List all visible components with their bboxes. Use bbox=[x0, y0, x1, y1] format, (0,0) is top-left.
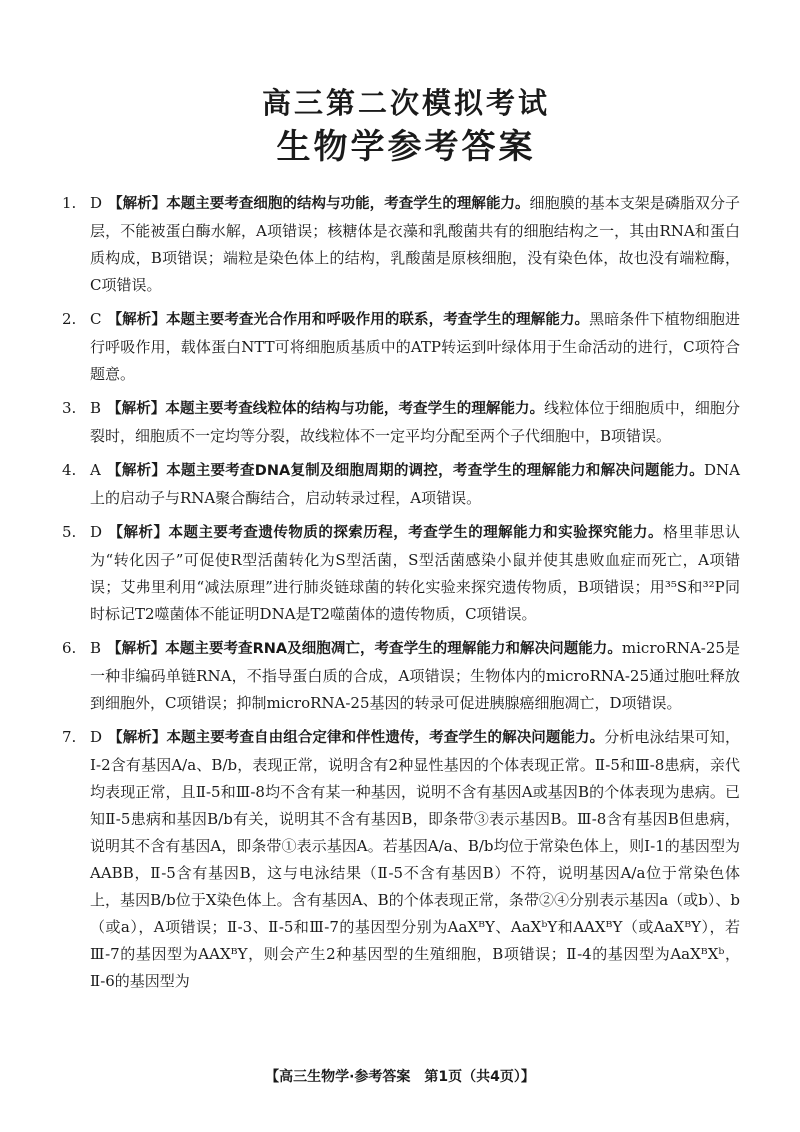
page-title: 高三第二次模拟考试 bbox=[261, 86, 550, 120]
item-answer: A bbox=[90, 461, 101, 479]
answer-item-6 bbox=[62, 635, 740, 717]
item-analysis-head: 【解析】本题主要考查细胞的结构与功能，考查学生的理解能力。 bbox=[108, 196, 530, 212]
item-analysis-body: 细胞膜的基本支架是磷脂双分子层，不能被蛋白酶水解，A项错误；核糖体是衣藻和乳酸菌共有的细胞结构之一，其由RNA和蛋白质构成，B项错误；端粒是染色体上的结构，乳酸菌是原核细胞，没有染色体，故也没有端粒酶，C项错误。 bbox=[90, 194, 740, 294]
item-answer: D bbox=[90, 728, 103, 746]
item-analysis-head: 【解析】本题主要考查自由组合定律和伴性遗传，考查学生的解决问题能力。 bbox=[108, 730, 605, 746]
item-answer: C bbox=[90, 310, 102, 328]
answer-list bbox=[62, 190, 740, 995]
item-analysis-body: 线粒体位于细胞质中，细胞分裂时，细胞质不一定均等分裂，故线粒体不一定平均分配至两个子代细胞中，B项错误。 bbox=[90, 399, 740, 445]
item-number: 3. bbox=[62, 399, 77, 417]
item-analysis-body: DNA上的启动子与RNA聚合酶结合，启动转录过程，A项错误。 bbox=[90, 461, 740, 507]
answer-item-4 bbox=[62, 457, 740, 512]
page-subtitle: 生物学参考答案 bbox=[276, 127, 536, 167]
item-number: 2. bbox=[62, 310, 77, 328]
item-number: 7. bbox=[62, 728, 77, 746]
item-analysis-head: 【解析】本题主要考查RNA及细胞凋亡，考查学生的理解能力和解决问题能力。 bbox=[107, 641, 622, 657]
item-analysis-head: 【解析】本题主要考查DNA复制及细胞周期的调控，考查学生的理解能力和解决问题能力。 bbox=[106, 463, 705, 479]
item-analysis-body: 分析电泳结果可知，Ⅰ-2含有基因A/a、B/b，表现正常，说明含有2种显性基因的个体表现正常。Ⅱ-5和Ⅲ-8患病，亲代均表现正常，且Ⅱ-5和Ⅲ-8均不含有某一种基因，说明不含有基因A或基因B的个体表现为患病。已知Ⅱ-5患病和基因B/b有关，说明其不含有基因B，即条带③表示基因B。Ⅲ-8含有基因B但患病，说明其不含有基因A，即条带①表示基因A。若基因A/a、B/b均位于常染色体上，则Ⅰ-1的基因型为AABB，Ⅱ-5含有基因B，这与电泳结果（Ⅱ-5不含有基因B）不符，说明基因A/a位于常染色体上，基因B/b位于X染色体上。含有基因A、B的个体表现正常，条带②④分别表示基因a（或b）、b（或a），A项错误；Ⅱ-3、Ⅱ-5和Ⅲ-7的基因型分别为AaXᴮY、AaXᵇY和AAXᴮY（或AaXᴮY），若Ⅲ-7的基因型为AAXᴮY，则会产生2种基因型的生殖细胞，B项错误；Ⅱ-4的基因型为AaXᴮXᵇ，Ⅱ-6的基因型为 bbox=[90, 728, 740, 990]
item-answer: B bbox=[90, 399, 102, 417]
item-number: 4. bbox=[62, 461, 77, 479]
item-analysis-head: 【解析】本题主要考查遗传物质的探索历程，考查学生的理解能力和实验探究能力。 bbox=[108, 525, 664, 541]
item-number: 1. bbox=[62, 194, 77, 212]
answer-item-2 bbox=[62, 306, 740, 388]
item-analysis-body: microRNA-25是一种非编码单链RNA，不指导蛋白质的合成，A项错误；生物体内的microRNA-25通过胞吐释放到细胞外，C项错误；抑制microRNA-25基因的转录可促进胰腺癌细胞凋亡，D项错误。 bbox=[90, 639, 740, 712]
item-analysis-body: 格里菲思认为“转化因子”可促使R型活菌转化为S型活菌，S型活菌感染小鼠并使其患败血症而死亡，A项错误；艾弗里利用“减法原理”进行肺炎链球菌的转化实验来探究遗传物质，B项错误；用³⁵S和³²P同时标记T2噬菌体不能证明DNA是T2噬菌体的遗传物质，C项错误。 bbox=[90, 523, 740, 623]
item-analysis-head: 【解析】本题主要考查线粒体的结构与功能，考查学生的理解能力。 bbox=[107, 401, 545, 417]
item-number: 6. bbox=[62, 639, 77, 657]
answer-item-5 bbox=[62, 519, 740, 628]
answer-item-3 bbox=[62, 395, 740, 450]
item-number: 5. bbox=[62, 523, 77, 541]
answer-item-7 bbox=[62, 724, 740, 995]
item-analysis-head: 【解析】本题主要考查光合作用和呼吸作用的联系，考查学生的理解能力。 bbox=[107, 312, 590, 328]
page-footer: 【高三生物学·参考答案 第1页（共4页）】 bbox=[265, 1069, 535, 1085]
item-answer: D bbox=[90, 194, 103, 212]
item-answer: D bbox=[90, 523, 103, 541]
answer-item-1 bbox=[62, 190, 740, 299]
item-analysis-body: 黑暗条件下植物细胞进行呼吸作用，载体蛋白NTT可将细胞质基质中的ATP转运到叶绿体用于生命活动的进行，C项符合题意。 bbox=[90, 310, 740, 383]
item-answer: B bbox=[90, 639, 102, 657]
